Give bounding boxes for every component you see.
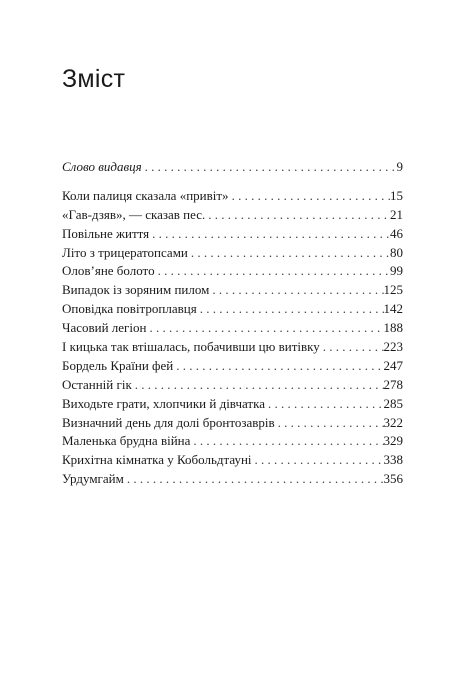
dot-leader	[173, 357, 383, 376]
toc-entry-preface	[62, 158, 403, 177]
toc-entry-page: 125	[383, 282, 403, 298]
toc-entry-page: 247	[383, 357, 403, 373]
toc-entry-page: 99	[390, 263, 403, 279]
dot-leader	[149, 225, 390, 244]
toc-entry-page: 223	[383, 339, 403, 355]
toc-entry	[62, 338, 403, 357]
toc-entry	[62, 319, 403, 338]
toc-entry-title: Останній гік	[62, 376, 132, 392]
dot-leader	[197, 300, 384, 319]
toc-entry	[62, 262, 403, 281]
dot-leader	[124, 470, 384, 489]
toc-entry	[62, 470, 403, 489]
toc-entry-title: Урдумгайм	[62, 471, 124, 487]
toc-entry-page: 46	[390, 225, 403, 241]
toc-entry	[62, 432, 403, 451]
toc-entry-title: Визначний день для долі бронтозаврів	[62, 414, 275, 430]
dot-leader	[205, 206, 390, 225]
dot-leader	[229, 187, 390, 206]
toc-entry-title: Повільне життя	[62, 225, 150, 241]
toc-entry	[62, 281, 403, 300]
toc-entry	[62, 395, 403, 414]
toc-entry	[62, 225, 403, 244]
toc-entry	[62, 187, 403, 206]
toc-entry	[62, 206, 403, 225]
toc-entry-title: Оповідка повітроплавця	[62, 301, 197, 317]
toc-entry-page: 322	[383, 414, 403, 430]
dot-leader	[142, 158, 397, 177]
toc-entry-page: 329	[383, 433, 403, 449]
toc-entry-title: І кицька так втішалась, побачивши цю витівку	[62, 339, 320, 355]
toc-entry-title: Олов’яне болото	[62, 263, 155, 279]
toc-entry-page: 21	[390, 206, 403, 222]
toc-entry	[62, 414, 403, 433]
toc-entry-page: 285	[383, 395, 403, 411]
toc-entry-title: Літо з трицератопсами	[62, 244, 188, 260]
dot-leader	[275, 414, 384, 433]
dot-leader	[146, 319, 383, 338]
page-title: Зміст	[62, 65, 126, 93]
toc-entry-title: Коли палиця сказала «привіт»	[62, 187, 229, 203]
toc-entry-title: Випадок із зоряним пилом	[62, 282, 210, 298]
toc-entry-page: 80	[390, 244, 403, 260]
dot-leader	[132, 376, 384, 395]
toc-entry	[62, 244, 403, 263]
toc-entry	[62, 376, 403, 395]
dot-leader	[320, 338, 384, 357]
toc-entry-title: Часовий легіон	[62, 320, 147, 336]
toc-entry-page: 142	[383, 301, 403, 317]
toc-entry-title: Виходьте грати, хлопчики й дівчатка	[62, 395, 265, 411]
dot-leader	[209, 281, 383, 300]
toc-entry-page: 188	[383, 320, 403, 336]
toc-entry-page: 278	[383, 376, 403, 392]
dot-leader	[155, 262, 390, 281]
toc-entry-title: Бордель Країни фей	[62, 357, 174, 373]
table-of-contents	[62, 158, 403, 489]
dot-leader	[265, 395, 384, 414]
toc-entry	[62, 451, 403, 470]
toc-entry-title: Крихітна кімнатка у Кобольдтауні	[62, 452, 252, 468]
toc-entry-title: Слово видавця	[62, 159, 142, 174]
toc-entry-page: 356	[383, 471, 403, 487]
toc-entry-title: «Гав-дзяв», — сказав пес.	[62, 206, 206, 222]
toc-entry-title: Маленька брудна війна	[62, 433, 191, 449]
toc-entry	[62, 300, 403, 319]
dot-leader	[190, 432, 383, 451]
toc-entry-page: 9	[396, 159, 403, 174]
toc-entry	[62, 357, 403, 376]
dot-leader	[252, 451, 384, 470]
toc-entry-page: 338	[383, 452, 403, 468]
dot-leader	[188, 244, 390, 263]
toc-entry-page: 15	[390, 187, 403, 203]
